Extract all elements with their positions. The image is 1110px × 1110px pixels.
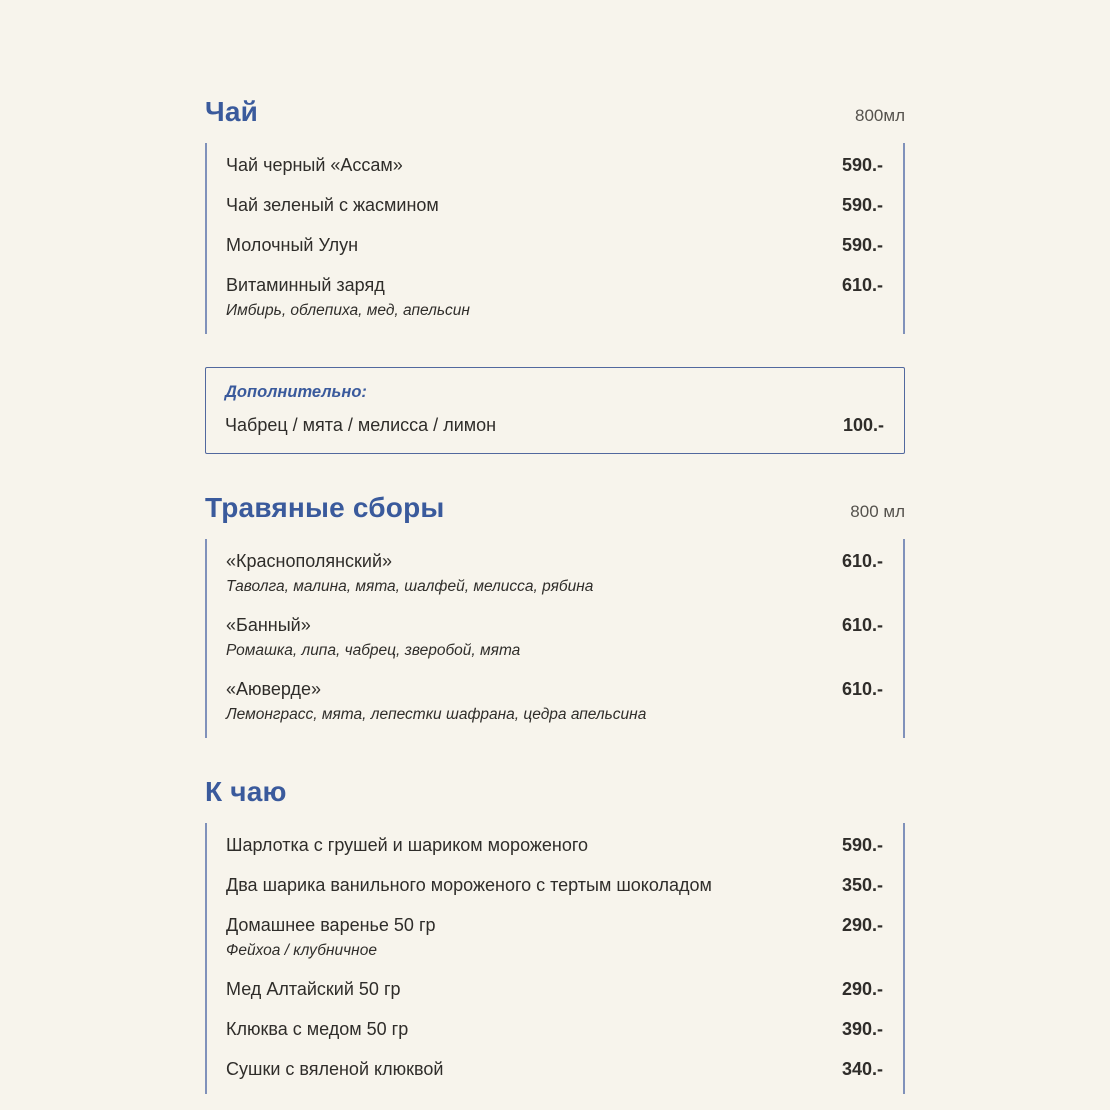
menu-item: [226, 866, 883, 906]
section-title: К чаю: [205, 776, 287, 807]
menu-item-row: [226, 979, 883, 1000]
menu-item-row: [226, 235, 883, 256]
item-price: 610.-: [841, 615, 883, 635]
item-list: [205, 143, 905, 334]
item-description: Таволга, малина, мята, шалфей, мелисса, рябина: [226, 578, 594, 595]
item-price: 610.-: [841, 275, 883, 295]
item-description: Имбирь, облепиха, мед, апельсин: [226, 302, 470, 319]
item-name: Домашнее варенье 50 гр: [226, 915, 436, 935]
section-header: [205, 96, 905, 128]
item-list: [205, 539, 905, 738]
menu-item-row: [226, 275, 883, 296]
menu-item: [226, 226, 883, 266]
item-name: «Аюверде»: [226, 679, 322, 699]
tea-menu: [205, 0, 905, 1094]
item-name: Шарлотка с грушей и шариком мороженого: [226, 835, 589, 855]
section-title: Травяные сборы: [205, 492, 445, 523]
item-name: Витаминный заряд: [226, 275, 385, 295]
item-price: 590.-: [841, 155, 883, 175]
item-description: Фейхоа / клубничное: [226, 942, 377, 959]
menu-item: [226, 1010, 883, 1050]
item-name: Клюква с медом 50 гр: [226, 1019, 409, 1039]
item-name: Чабрец / мята / мелисса / лимон: [225, 415, 497, 435]
item-name: «Банный»: [226, 615, 311, 635]
extras-item-list: [225, 413, 884, 436]
item-price: 340.-: [841, 1059, 883, 1079]
item-price: 290.-: [841, 979, 883, 999]
menu-item: [226, 826, 883, 866]
menu-item-row: [226, 551, 883, 572]
extras-box: [205, 367, 905, 454]
menu-item-row: [226, 1059, 883, 1080]
item-name: Мед Алтайский 50 гр: [226, 979, 401, 999]
item-name: Два шарика ванильного мороженого с тертым шоколадом: [226, 875, 712, 895]
item-description: Лемонграсс, мята, лепестки шафрана, цедра апельсина: [226, 706, 647, 723]
item-price: 590.-: [841, 235, 883, 255]
item-name: Чай черный «Ассам»: [226, 155, 403, 175]
item-price: 350.-: [841, 875, 883, 895]
section-tea: [205, 96, 905, 454]
section-with-tea: [205, 776, 905, 1094]
menu-item: [226, 542, 883, 606]
item-name: «Краснополянский»: [226, 551, 393, 571]
section-header: [205, 492, 905, 524]
menu-item: [225, 413, 884, 436]
menu-item: [226, 266, 883, 330]
section-volume-label: 800 мл: [850, 502, 905, 521]
extras-label: Дополнительно:: [225, 383, 367, 401]
menu-item: [226, 186, 883, 226]
menu-item-row: [225, 415, 884, 436]
menu-item-row: [226, 875, 883, 896]
item-name: Чай зеленый с жасмином: [226, 195, 439, 215]
section-title: Чай: [205, 96, 259, 127]
menu-item-row: [226, 155, 883, 176]
menu-item-row: [226, 679, 883, 700]
section-volume-label: 800мл: [855, 106, 905, 125]
item-name: Молочный Улун: [226, 235, 359, 255]
menu-item: [226, 1050, 883, 1090]
section-header: [205, 776, 905, 808]
menu-item: [226, 606, 883, 670]
item-price: 610.-: [841, 551, 883, 571]
menu-item: [226, 970, 883, 1010]
item-price: 590.-: [841, 835, 883, 855]
item-name: Сушки с вяленой клюквой: [226, 1059, 444, 1079]
menu-item: [226, 906, 883, 970]
menu-item-row: [226, 1019, 883, 1040]
menu-item-row: [226, 195, 883, 216]
item-price: 100.-: [842, 415, 884, 435]
menu-item-row: [226, 835, 883, 856]
item-price: 290.-: [841, 915, 883, 935]
section-herbal-blends: [205, 492, 905, 738]
item-price: 590.-: [841, 195, 883, 215]
menu-item: [226, 146, 883, 186]
item-price: 610.-: [841, 679, 883, 699]
item-list: [205, 823, 905, 1094]
menu-item: [226, 670, 883, 734]
menu-item-row: [226, 915, 883, 936]
item-price: 390.-: [841, 1019, 883, 1039]
menu-item-row: [226, 615, 883, 636]
item-description: Ромашка, липа, чабрец, зверобой, мята: [226, 642, 521, 659]
